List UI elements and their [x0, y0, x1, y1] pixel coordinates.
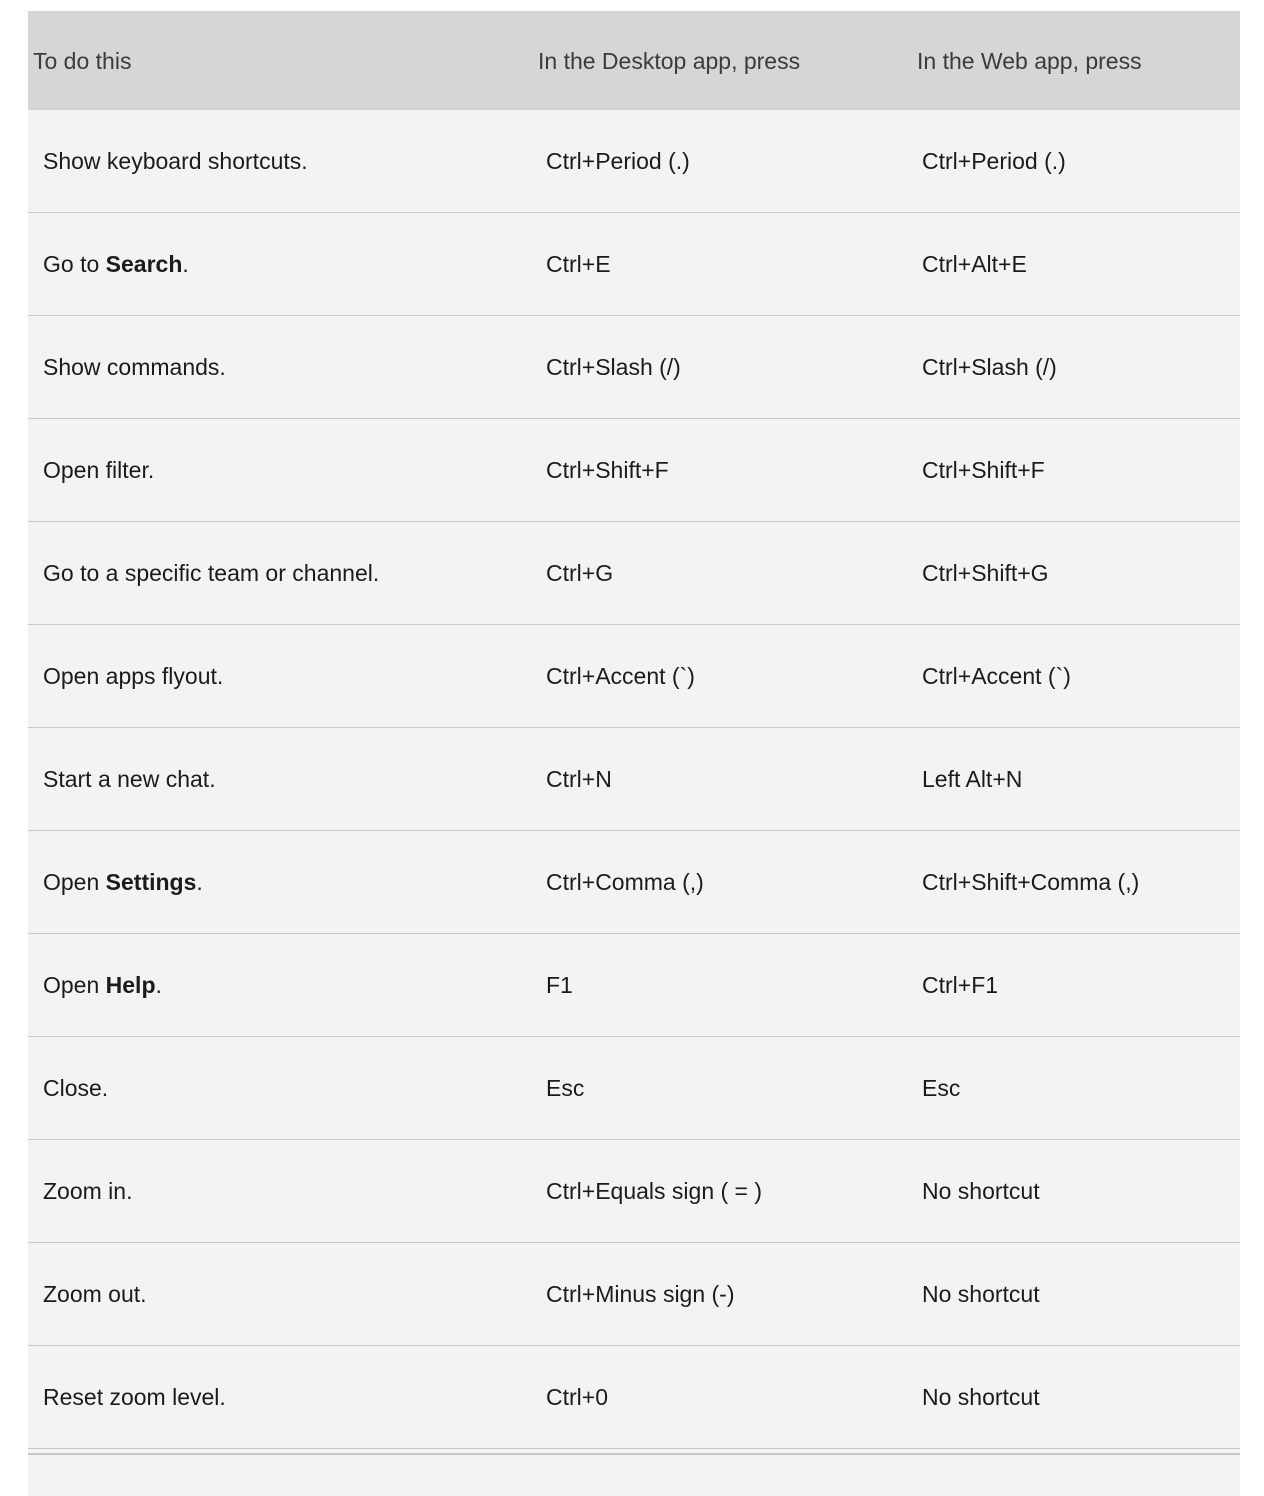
- table-row: [28, 1346, 1240, 1449]
- action-text: Close.: [43, 1075, 109, 1101]
- action-text-prefix: Go to: [43, 251, 106, 277]
- action-text: Open filter.: [43, 457, 155, 483]
- cell-desktop-shortcut: [533, 316, 912, 419]
- cell-action: [28, 1140, 533, 1243]
- desktop-shortcut-text: F1: [546, 972, 573, 998]
- web-shortcut-text: Ctrl+Shift+G: [922, 560, 1049, 586]
- desktop-shortcut-text: Ctrl+Comma (,): [546, 869, 704, 895]
- cell-action: [28, 213, 533, 316]
- desktop-shortcut-text: Ctrl+N: [546, 766, 612, 792]
- web-shortcut-text: Ctrl+Shift+F: [922, 457, 1045, 483]
- desktop-shortcut-text: Ctrl+Slash (/): [546, 354, 681, 380]
- cell-web-shortcut: [912, 213, 1240, 316]
- cell-web-shortcut: [912, 316, 1240, 419]
- desktop-shortcut-text: Ctrl+G: [546, 560, 614, 586]
- web-shortcut-text: Esc: [922, 1075, 961, 1101]
- cell-web-shortcut: [912, 1037, 1240, 1140]
- action-text-suffix: .: [155, 972, 162, 998]
- table-row: [28, 110, 1240, 213]
- cell-web-shortcut: [912, 934, 1240, 1037]
- cell-web-shortcut: [912, 1140, 1240, 1243]
- action-text: Show commands.: [43, 354, 226, 380]
- cell-desktop-shortcut: [533, 419, 912, 522]
- cell-desktop-shortcut: [533, 213, 912, 316]
- web-shortcut-text: Ctrl+Shift+Comma (,): [922, 869, 1140, 895]
- action-text-suffix: .: [196, 869, 203, 895]
- cell-desktop-shortcut: [533, 625, 912, 728]
- table-header: [28, 11, 1240, 110]
- web-shortcut-text: Ctrl+Slash (/): [922, 354, 1057, 380]
- web-shortcut-text: Ctrl+Accent (`): [922, 663, 1071, 689]
- cell-action: [28, 1346, 533, 1449]
- table-footer-spacer: [28, 1448, 1240, 1496]
- table-row: [28, 1140, 1240, 1243]
- cell-web-shortcut: [912, 831, 1240, 934]
- action-text: Open apps flyout.: [43, 663, 224, 689]
- table-row: [28, 1037, 1240, 1140]
- web-shortcut-text: No shortcut: [922, 1281, 1040, 1307]
- action-text: Show keyboard shortcuts.: [43, 148, 308, 174]
- cell-desktop-shortcut: [533, 1140, 912, 1243]
- web-shortcut-text: Ctrl+F1: [922, 972, 999, 998]
- table-row: [28, 934, 1240, 1037]
- action-text-emphasis: Settings: [105, 869, 197, 895]
- action-text: Zoom out.: [43, 1281, 147, 1307]
- web-shortcut-text: Ctrl+Alt+E: [922, 251, 1027, 277]
- desktop-shortcut-text: Ctrl+E: [546, 251, 611, 277]
- desktop-shortcut-text: Esc: [546, 1075, 585, 1101]
- keyboard-shortcuts-table-wrapper: [28, 11, 1240, 1496]
- action-text: Go to a specific team or channel.: [43, 560, 380, 586]
- table-row: [28, 728, 1240, 831]
- action-text: Zoom in.: [43, 1178, 133, 1204]
- web-shortcut-text: Left Alt+N: [922, 766, 1023, 792]
- column-header-desktop: In the Desktop app, press: [538, 47, 801, 74]
- table-row: [28, 831, 1240, 934]
- action-text: Reset zoom level.: [43, 1384, 226, 1410]
- table-header-row: [28, 11, 1240, 110]
- cell-desktop-shortcut: [533, 1346, 912, 1449]
- cell-action: [28, 110, 533, 213]
- cell-action: [28, 728, 533, 831]
- desktop-shortcut-text: Ctrl+Equals sign ( = ): [546, 1178, 763, 1204]
- desktop-shortcut-text: Ctrl+Period (.): [546, 148, 690, 174]
- cell-web-shortcut: [912, 1346, 1240, 1449]
- cell-desktop-shortcut: [533, 110, 912, 213]
- cell-action: [28, 625, 533, 728]
- cell-web-shortcut: [912, 522, 1240, 625]
- column-header-action: To do this: [33, 47, 132, 74]
- table-row: [28, 213, 1240, 316]
- cell-desktop-shortcut: [533, 728, 912, 831]
- action-text-emphasis: Help: [105, 972, 156, 998]
- cell-action: [28, 1037, 533, 1140]
- cell-web-shortcut: [912, 419, 1240, 522]
- desktop-shortcut-text: Ctrl+Accent (`): [546, 663, 695, 689]
- table-row: [28, 522, 1240, 625]
- desktop-shortcut-text: Ctrl+0: [546, 1384, 608, 1410]
- cell-web-shortcut: [912, 728, 1240, 831]
- table-row: [28, 625, 1240, 728]
- web-shortcut-text: Ctrl+Period (.): [922, 148, 1066, 174]
- web-shortcut-text: No shortcut: [922, 1178, 1040, 1204]
- cell-desktop-shortcut: [533, 934, 912, 1037]
- desktop-shortcut-text: Ctrl+Minus sign (-): [546, 1281, 735, 1307]
- cell-action: [28, 419, 533, 522]
- cell-desktop-shortcut: [533, 522, 912, 625]
- cell-desktop-shortcut: [533, 1037, 912, 1140]
- cell-desktop-shortcut: [533, 831, 912, 934]
- table-row: [28, 419, 1240, 522]
- action-text-suffix: .: [182, 251, 189, 277]
- bottom-divider: [28, 1453, 1240, 1455]
- cell-action: [28, 934, 533, 1037]
- desktop-shortcut-text: Ctrl+Shift+F: [546, 457, 669, 483]
- action-text-prefix: Open: [43, 869, 106, 895]
- action-text-prefix: Open: [43, 972, 106, 998]
- table-row: [28, 316, 1240, 419]
- column-header-web: In the Web app, press: [917, 47, 1142, 74]
- cell-desktop-shortcut: [533, 1243, 912, 1346]
- cell-action: [28, 316, 533, 419]
- table-row: [28, 1243, 1240, 1346]
- cell-web-shortcut: [912, 1243, 1240, 1346]
- cell-web-shortcut: [912, 110, 1240, 213]
- action-text: Start a new chat.: [43, 766, 216, 792]
- cell-action: [28, 522, 533, 625]
- web-shortcut-text: No shortcut: [922, 1384, 1040, 1410]
- keyboard-shortcuts-table: [28, 11, 1240, 1448]
- cell-web-shortcut: [912, 625, 1240, 728]
- cell-action: [28, 831, 533, 934]
- action-text-emphasis: Search: [105, 251, 183, 277]
- table-body: [28, 110, 1240, 1448]
- cell-action: [28, 1243, 533, 1346]
